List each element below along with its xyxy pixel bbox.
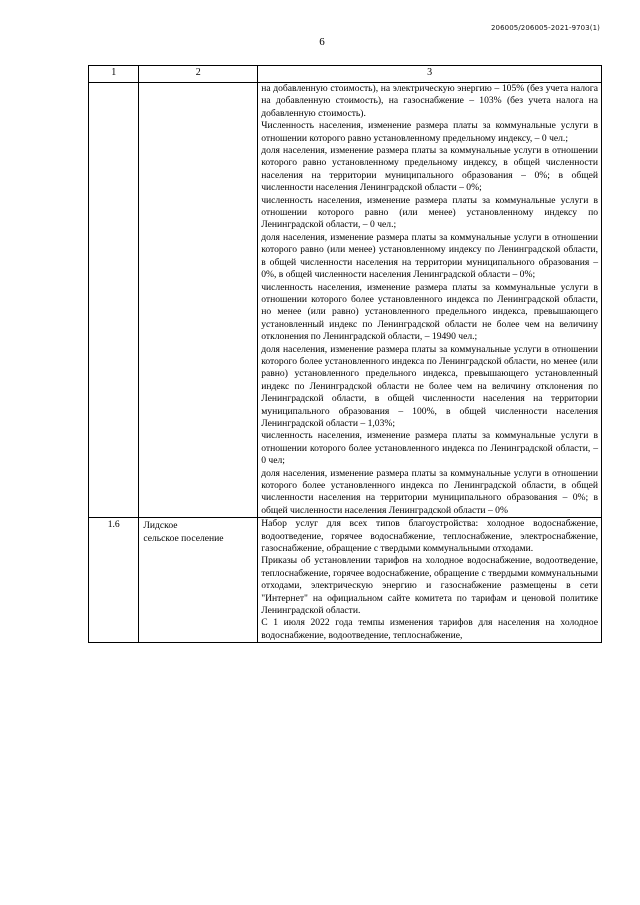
table-row-1-6 bbox=[89, 518, 602, 643]
header-col-1: 1 bbox=[89, 66, 139, 83]
table-header-row bbox=[89, 66, 602, 83]
data-table bbox=[88, 65, 602, 643]
paragraph: доля населения, изменение размера платы за коммунальные услуги в отношении которого более установленного индекса по Ленинградской области, в общей численности населения на территории муниципального образования – 0%; в общей численности населения Ленинградской области – 0% bbox=[261, 467, 598, 516]
cell-name-empty bbox=[139, 83, 258, 518]
row-description bbox=[258, 518, 602, 643]
paragraph: численность населения, изменение размера платы за коммунальные услуги в отношении которого более установленного индекса по Ленинградской области, но менее (или равно) установленного предельного индекса, превышающего установленный индекс по Ленинградской области не более чем на величину отклонения по Ленинградской области, – 19490 чел.; bbox=[261, 281, 598, 343]
row-code: 1.6 bbox=[89, 518, 139, 643]
cell-description bbox=[258, 83, 602, 518]
paragraph: доля населения, изменение размера платы за коммунальные услуги в отношении которого более установленного индекса по Ленинградской области, но менее (или равно) установленного предельного индекса, превышающего установленный индекс по Ленинградской области не более чем на величину отклонения по Ленинградской области, в общей численности населения на территории муниципального образования – 100%, в общей численности населения Ленинградской области – 1,03%; bbox=[261, 343, 598, 429]
paragraph: Приказы об установлении тарифов на холодное водоснабжение, водоотведение, теплоснабжение, горячее водоснабжение, обращение с твердыми коммунальными отходами, электрическую энергию и газоснабжение размещены в сети "Интернет" на официальном сайте комитета по тарифам и ценовой политике Ленинградской области. bbox=[261, 555, 598, 617]
settlement-name-line-1: Лидское bbox=[143, 520, 178, 532]
paragraph: Численность населения, изменение размера платы за коммунальные услуги в отношении которого равно установленному предельному индексу, – 0 чел.; bbox=[261, 120, 598, 144]
paragraph: доля населения, изменение размера платы за коммунальные услуги в отношении которого равно (или менее) установленному индексу по Ленинградской области, в общей численности населения на территории муниципального образования – 0%, в общей численности населения Ленинградской области – 0%; bbox=[261, 231, 598, 281]
paragraph: численность населения, изменение размера платы за коммунальные услуги в отношении которого равно (или менее) установленному индексу по Ленинградской области, – 0 чел.; bbox=[261, 194, 598, 231]
header-col-2: 2 bbox=[139, 66, 258, 83]
document-id: 206005/206005-2021-9703(1) bbox=[491, 24, 600, 32]
table-row-continuation bbox=[89, 83, 602, 518]
page-number: 6 bbox=[319, 36, 325, 48]
header-col-3: 3 bbox=[258, 66, 602, 83]
paragraph: доля населения, изменение размера платы за коммунальные услуги в отношении которого равно установленному предельному индексу, в общей численности населения на территории муниципального образования – 0%; в общей численности населения Ленинградской области – 0%; bbox=[261, 145, 598, 194]
paragraph: С 1 июля 2022 года темпы изменения тарифов для населения на холодное водоснабжение, водоотведение, теплоснабжение, bbox=[261, 617, 598, 641]
row-settlement-name bbox=[139, 518, 258, 643]
paragraph: на добавленную стоимость), на электрическую энергию – 105% (без учета налога на добавленную стоимость), на газоснабжение – 103% (без учета налога на добавленную стоимость). bbox=[261, 83, 598, 119]
paragraph: численность населения, изменение размера платы за коммунальные услуги в отношении которого более установленного индекса по Ленинградской области, – 0 чел; bbox=[261, 430, 598, 467]
cell-code-empty bbox=[89, 83, 139, 518]
settlement-name-line-2: сельское поселение bbox=[143, 533, 224, 545]
paragraph: Набор услуг для всех типов благоустройства: холодное водоснабжение, водоотведение, горячее водоснабжение, теплоснабжение, электроснабжение, газоснабжение, обращение с твердыми коммунальными отходами. bbox=[261, 518, 598, 555]
